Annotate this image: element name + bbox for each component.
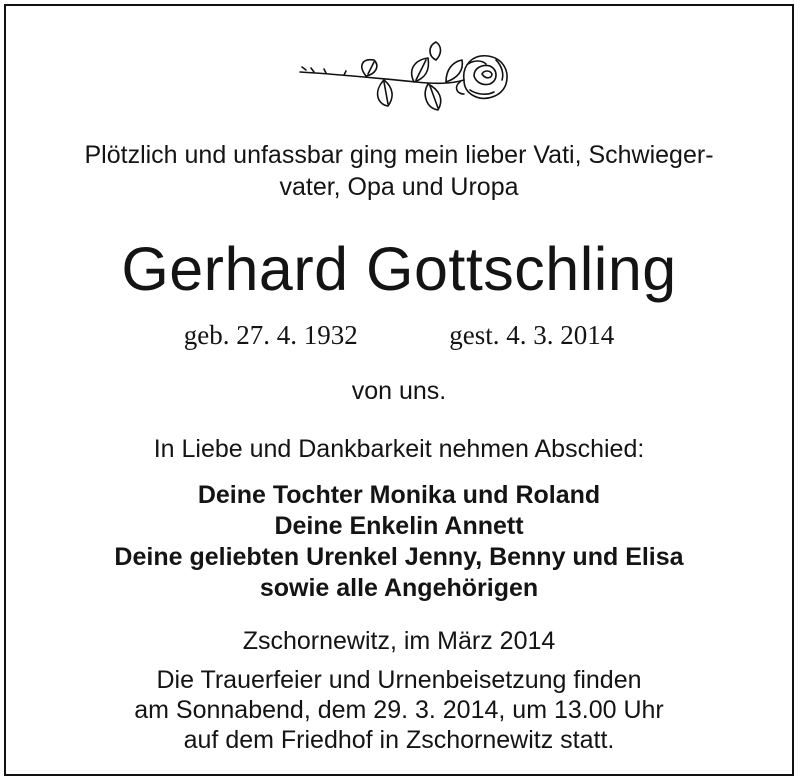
funeral-line-3: auf dem Friedhof in Zschornewitz statt.: [183, 726, 615, 754]
deceased-name: Gerhard Gottschling: [121, 235, 677, 303]
funeral-line-1: Die Trauerfeier und Urnenbeisetzung finden: [156, 666, 642, 694]
mourner-line: Deine Enkelin Annett: [274, 512, 524, 540]
intro-line-1: Plötzlich und unfassbar ging mein lieber Vati, Schwieger-: [84, 141, 714, 169]
funeral-line-2: am Sonnabend, dem 29. 3. 2014, um 13.00 Uhr: [134, 696, 664, 724]
mourner-line: Deine geliebten Urenkel Jenny, Benny und Elisa: [114, 543, 684, 571]
birth-date: geb. 27. 4. 1932: [183, 320, 358, 350]
place-date: Zschornewitz, im März 2014: [242, 627, 556, 655]
rose-icon: [296, 30, 516, 120]
farewell-intro: In Liebe und Dankbarkeit nehmen Abschied:: [153, 435, 645, 463]
obituary-frame: [4, 4, 794, 776]
from-us-text: von uns.: [351, 377, 447, 405]
mourner-line: Deine Tochter Monika und Roland: [197, 481, 601, 509]
death-date: gest. 4. 3. 2014: [449, 320, 615, 350]
mourner-line: sowie alle Angehörigen: [259, 574, 539, 602]
intro-line-2: vater, Opa und Uropa: [279, 173, 519, 201]
life-dates: [6, 320, 792, 350]
